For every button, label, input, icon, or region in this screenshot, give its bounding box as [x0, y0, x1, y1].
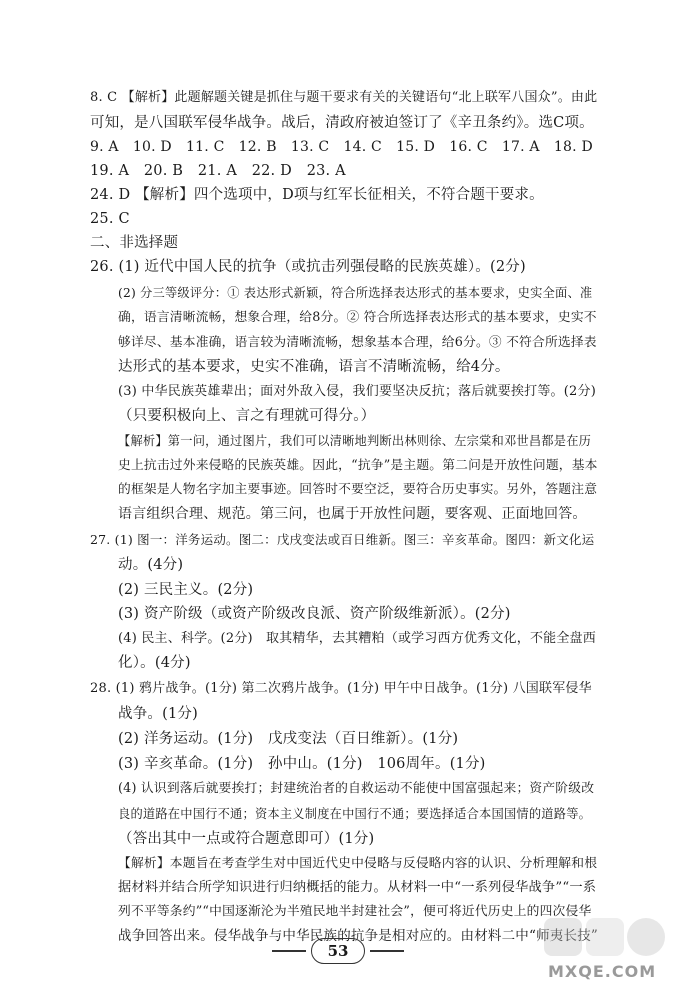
answer-24: 24. D 【解析】四个选项中，D项与红军长征相关，不符合题干要求。	[90, 187, 544, 203]
q28-part2: (2) 洋务运动。(1分) 戊戌变法（百日维新）。(1分)	[118, 731, 459, 747]
answers-19-23: 19. A 20. B 21. A 22. D 23. A	[90, 163, 346, 179]
q28-part1-line-1: 28. (1) 鸦片战争。(1分) 第二次鸦片战争。(1分) 甲午中日战争。(1分) 八国联军侵华	[90, 681, 592, 696]
q28-part4-line-3: （答出其中一点或符合题意即可）(1分)	[118, 831, 375, 847]
q27-part3: (3) 资产阶级（或资产阶级改良派、资产阶级维新派）。(2分)	[118, 606, 511, 622]
q26-part2-line-3: 够详尽、基本准确，语言较为清晰流畅，想象基本合理，给6分。③ 不符合所选择表	[118, 335, 597, 350]
q27-part4-line-2: 化）。(4分)	[118, 655, 191, 671]
q26-part2-line-1: (2) 分三等级评分：① 表达形式新颖，符合所选择表达形式的基本要求，史实全面、准	[118, 286, 593, 300]
q27-part4-line-1: (4) 民主、科学。(2分) 取其精华，去其糟粕（或学习西方优秀文化，不能全盘西	[118, 631, 596, 646]
q26-part2-line-4: 达形式的基本要求，史实不准确，语言不清晰流畅，给4分。	[118, 359, 510, 375]
answers-9-18: 9. A 10. D 11. C 12. B 13. C 14. C 15. D 16. C 17. A 18. D	[90, 139, 593, 155]
q26-part1: 26. (1) 近代中国人民的抗争（或抗击列强侵略的民族英雄）。(2分)	[90, 259, 526, 275]
q26-part3-line-1: (3) 中华民族英雄辈出；面对外敌入侵，我们要坚决反抗；落后就要挨打等。(2分)	[118, 384, 596, 399]
q28-analysis-line-2: 据材料并结合所学知识进行归纳概括的能力。从材料一中“一系列侵华战争”“一系	[118, 880, 597, 895]
q26-part2-line-2: 确，语言清晰流畅，想象合理，给8分。② 符合所选择表达形式的基本要求，史实不	[118, 310, 597, 325]
q26-analysis-line-1: 【解析】第一问，通过图片，我们可以清晰地判断出林则徐、左宗棠和邓世昌都是在历	[118, 434, 592, 448]
page-number: 53	[327, 942, 349, 960]
answer-8-line-1: 8. C 【解析】此题解题关键是抓住与题干要求有关的关键语句“北上联军八国众”。由此	[90, 90, 598, 105]
q28-part4-line-1: (4) 认识到落后就要挨打；封建统治者的自救运动不能使中国富强起来；资产阶级改	[118, 781, 595, 796]
q28-part1-line-2: 战争。(1分)	[118, 706, 198, 722]
q28-analysis-line-1: 【解析】本题旨在考查学生对中国近代史中侵略与反侵略内容的认识、分析理解和根	[118, 856, 598, 871]
q28-part3: (3) 辛亥革命。(1分) 孙中山。(1分) 106周年。(1分)	[118, 756, 486, 772]
q26-part3-line-2: （只要积极向上、言之有理就可得分。）	[118, 408, 376, 424]
q27-part2: (2) 三民主义。(2分)	[118, 582, 254, 598]
answer-8-line-2: 可知，是八国联军侵华战争。战后，清政府被迫签订了《辛丑条约》。选C项。	[90, 115, 594, 131]
q26-analysis-line-4: 语言组织合理、规范。第三问，也属于开放性问题，要客观、正面地回答。	[118, 506, 587, 522]
q27-part1-line-2: 动。(4分)	[118, 557, 184, 573]
q28-analysis-line-3: 列不平等条约”“中国逐渐沦为半殖民地半封建社会”，便可将近代历史上的四次侵华	[118, 904, 592, 919]
q27-part1-line-1: 27. (1) 图一：洋务运动。图二：戊戌变法或百日维新。图三：辛亥革命。图四：新文化运	[90, 532, 595, 547]
q26-analysis-line-3: 的框架是人物名字加主要事迹。回答时不要空泛，要符合历史事实。另外，答题注意	[118, 482, 598, 497]
answer-25: 25. C	[90, 211, 130, 227]
page-number-badge	[311, 938, 365, 964]
watermark-text: MXQE.COM	[548, 962, 657, 981]
section-heading-non-choice: 二、非选择题	[90, 235, 179, 251]
q28-analysis-line-4: 战争回答出来。侵华战争与中华民族的抗争是相对应的。由材料二中“师夷长技”	[118, 928, 599, 944]
q28-part4-line-2: 良的道路在中国行不通；资本主义制度在中国行不通；要选择适合本国国情的道路等。	[118, 807, 592, 821]
q26-analysis-line-2: 史上抗击过外来侵略的民族英雄。因此，“抗争”是主题。第二问是开放性问题，基本	[118, 458, 598, 473]
